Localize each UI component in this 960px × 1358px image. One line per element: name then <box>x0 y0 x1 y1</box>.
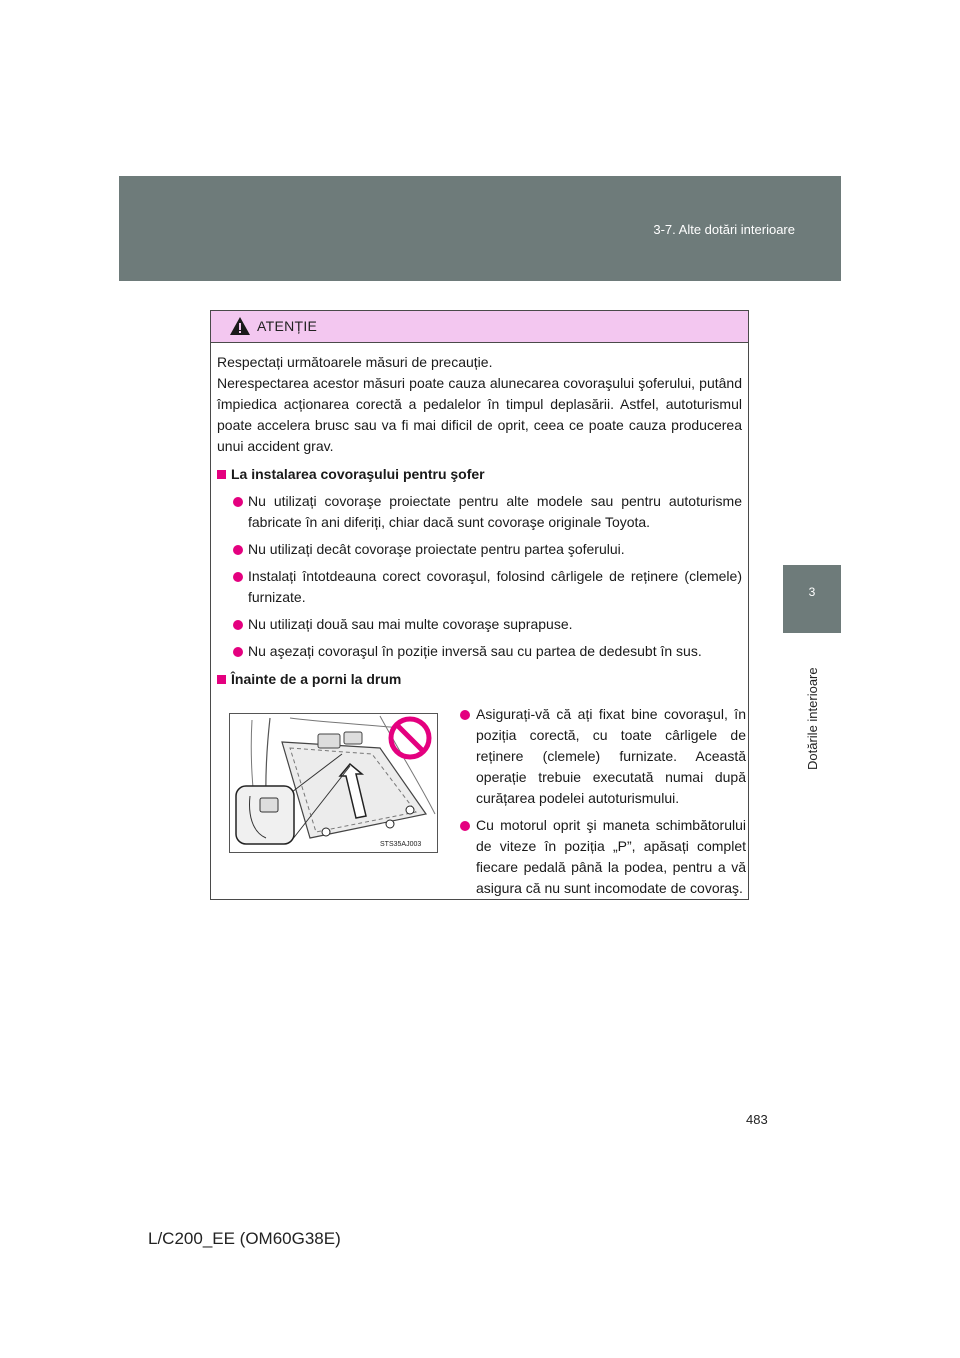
round-bullet-icon <box>233 620 243 630</box>
list-item: Cu motorul oprit şi maneta schimbătorului de viteze în poziția „P”, apăsați complet fiecare pedală până la podea, pentru a vă asigura că nu sunt incomodate de covoraş. <box>456 815 746 899</box>
round-bullet-icon <box>460 821 470 831</box>
chapter-side-label <box>800 642 824 770</box>
list-item: Nu utilizați decât covoraşe proiectate pentru partea şoferului. <box>217 539 742 560</box>
warning-triangle-icon <box>229 316 251 336</box>
list-item: Nu utilizați covoraşe proiectate pentru alte modele sau pentru autoturisme fabricate în ani diferiți, chiar dacă sunt covoraşe originale Toyota. <box>217 491 742 533</box>
chapter-number: 3 <box>808 585 816 599</box>
list-item: Nu aşezați covoraşul în poziție inversă sau cu partea de dedesubt în sus. <box>217 641 742 662</box>
list-item: Instalați întotdeauna corect covoraşul, folosind cârligele de reținere (clemele) furnizate. <box>217 566 742 608</box>
section-heading-before-driving: Înainte de a porni la drum <box>217 669 742 690</box>
header-band <box>119 176 841 281</box>
list-item: Nu utilizați două sau mai multe covoraşe suprapuse. <box>217 614 742 635</box>
before-driving-bullets <box>456 698 746 899</box>
square-bullet-icon <box>217 675 226 684</box>
warning-intro-2: Nerespectarea acestor măsuri poate cauza alunecarea covoraşului şoferului, putând împiedica acționarea corectă a pedalelor în timpul deplasării. Astfel, autoturismul poate accelera brusc sau va fi mai dificil de oprit, ceea ce poate cauza producerea unui accident grav. <box>217 375 742 454</box>
floor-mat-illustration <box>229 713 438 853</box>
floor-mat-drawing <box>230 714 437 852</box>
section-heading-install: La instalarea covoraşului pentru şofer <box>217 464 742 485</box>
section-title: 3-7. Alte dotări interioare <box>653 222 795 237</box>
chapter-tab[interactable] <box>783 565 841 633</box>
document-code: L/C200_EE (OM60G38E) <box>148 1229 341 1248</box>
warning-intro-1: Respectați următoarele măsuri de precauție. <box>217 354 493 370</box>
warning-body <box>211 343 748 904</box>
warning-title: ATENȚIE <box>257 318 318 334</box>
chapter-label: Dotările interioare <box>805 667 820 770</box>
page-number: 483 <box>746 1112 768 1127</box>
warning-header <box>211 311 748 343</box>
round-bullet-icon <box>460 710 470 720</box>
square-bullet-icon <box>217 470 226 479</box>
round-bullet-icon <box>233 497 243 507</box>
round-bullet-icon <box>233 545 243 555</box>
warning-box <box>210 310 749 900</box>
illustration-code: STS35AJ003 <box>380 841 422 848</box>
before-driving-content <box>217 694 746 904</box>
round-bullet-icon <box>233 572 243 582</box>
list-item: Asigurați-vă că ați fixat bine covoraşul, în poziția corectă, cu toate cârligele de reținere (clemele) furnizate. Această operație trebuie executată numai după curățarea podelei autoturismului. <box>456 704 746 809</box>
round-bullet-icon <box>233 647 243 657</box>
